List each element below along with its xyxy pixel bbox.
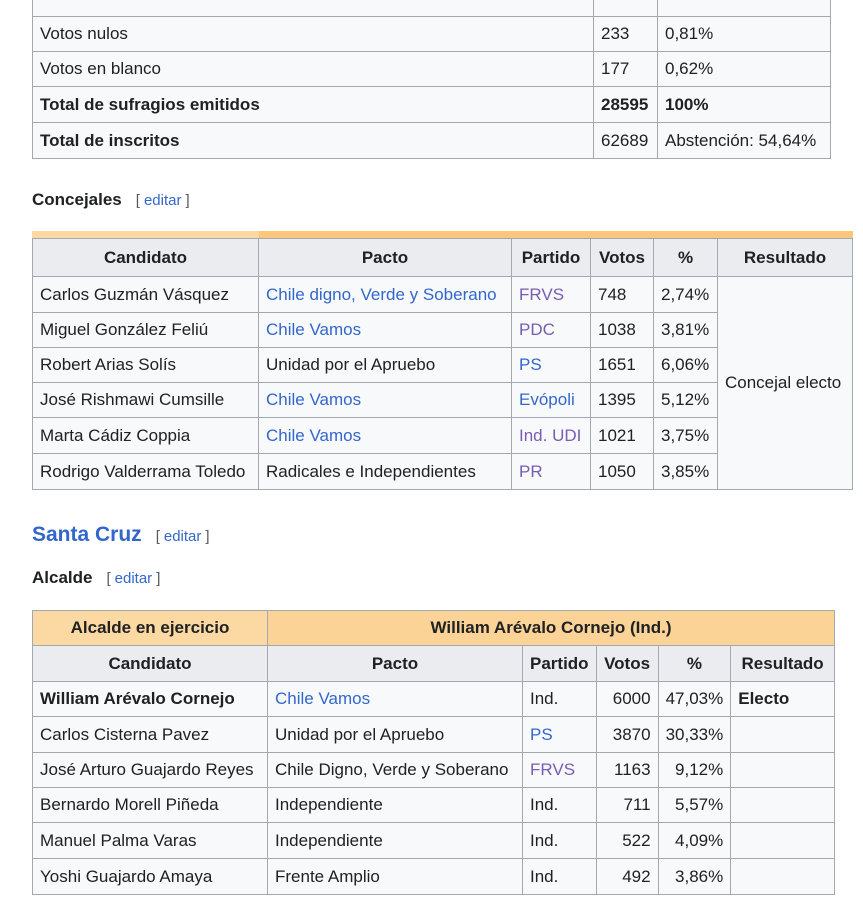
result: Electo xyxy=(731,682,835,717)
percentage: 47,03% xyxy=(658,682,731,717)
votes: 1163 xyxy=(596,753,658,788)
percentage: 3,85% xyxy=(654,454,718,490)
candidate-name: Manuel Palma Varas xyxy=(33,823,268,859)
edit-section: [ editar ] xyxy=(155,528,210,545)
pacto-text: Radicales e Independientes xyxy=(259,454,512,490)
pacto-link[interactable]: Chile Vamos xyxy=(266,390,362,409)
pacto-text: Independiente xyxy=(268,823,523,859)
table-row xyxy=(33,123,831,159)
party-text: Ind. xyxy=(523,682,597,717)
result xyxy=(731,717,835,753)
col-partido: Partido xyxy=(523,646,597,682)
table-row xyxy=(33,0,831,17)
row-pct: Abstención: 54,64% xyxy=(658,123,831,159)
pacto-link[interactable]: Chile digno, Verde y Soberano xyxy=(266,284,497,304)
pacto-text: Unidad por el Apruebo xyxy=(259,348,512,383)
concejales-heading xyxy=(32,190,190,210)
table-header-row xyxy=(33,646,835,682)
col-candidato: Candidato xyxy=(33,646,268,682)
votes: 1395 xyxy=(591,383,654,418)
party-link[interactable]: PS xyxy=(519,355,542,374)
result xyxy=(731,859,835,895)
percentage: 3,75% xyxy=(654,418,718,454)
candidate-name: José Arturo Guajardo Reyes xyxy=(33,753,268,788)
row-label: Total de inscritos xyxy=(33,123,594,159)
col-resultado: Resultado xyxy=(718,239,853,277)
santa-cruz-heading xyxy=(32,523,210,547)
party-text: Ind. xyxy=(523,823,597,859)
incumbent-row xyxy=(33,611,835,646)
edit-link[interactable]: editar xyxy=(114,570,153,587)
percentage: 4,09% xyxy=(658,823,731,859)
votes: 748 xyxy=(591,277,654,313)
table-row xyxy=(33,277,853,313)
candidate-name: Rodrigo Valderrama Toledo xyxy=(33,454,259,490)
votes: 1651 xyxy=(591,348,654,383)
edit-section: [ editar ] xyxy=(106,570,161,587)
row-label: Total de sufragios emitidos xyxy=(33,87,594,123)
pacto-text: Chile Digno, Verde y Soberano xyxy=(268,753,523,788)
table-row xyxy=(33,52,831,87)
table-header-row xyxy=(33,239,853,277)
concejales-top-stripe xyxy=(32,231,853,238)
row-votes: 62689 xyxy=(594,123,658,159)
party-link[interactable]: FRVS xyxy=(519,284,565,304)
col-pacto: Pacto xyxy=(259,239,512,277)
alcalde-heading xyxy=(32,568,160,588)
table-row xyxy=(33,788,835,823)
edit-section: [ editar ] xyxy=(135,192,190,209)
pacto-link[interactable]: Chile Vamos xyxy=(275,689,371,708)
percentage: 6,06% xyxy=(654,348,718,383)
percentage: 9,12% xyxy=(658,753,731,788)
col-candidato: Candidato xyxy=(33,239,259,277)
pacto-link[interactable]: Chile Vamos xyxy=(266,320,362,339)
percentage: 3,86% xyxy=(658,859,731,895)
candidate-name: Marta Cádiz Coppia xyxy=(33,418,259,454)
col-resultado: Resultado xyxy=(731,646,835,682)
incumbent-name: William Arévalo Cornejo (Ind.) xyxy=(268,611,835,646)
candidate-name: Bernardo Morell Piñeda xyxy=(33,788,268,823)
col-partido: Partido xyxy=(512,239,591,277)
party-link[interactable]: PDC xyxy=(519,320,555,339)
row-pct: 0,62% xyxy=(658,52,831,87)
result xyxy=(731,823,835,859)
percentage: 5,57% xyxy=(658,788,731,823)
candidate-name: Robert Arias Solís xyxy=(33,348,259,383)
votes: 1050 xyxy=(591,454,654,490)
party-link[interactable]: FRVS xyxy=(530,760,576,779)
row-pct: 100% xyxy=(658,87,831,123)
edit-link[interactable]: editar xyxy=(163,528,202,545)
party-link[interactable]: PS xyxy=(530,724,553,744)
candidate-name: Yoshi Guajardo Amaya xyxy=(33,859,268,895)
candidate-name: Carlos Cisterna Pavez xyxy=(33,717,268,753)
percentage: 30,33% xyxy=(658,717,731,753)
party-link[interactable]: PR xyxy=(519,461,543,481)
votes: 3870 xyxy=(596,717,658,753)
party-link[interactable]: Evópoli xyxy=(519,390,575,409)
santa-cruz-title: Santa Cruz xyxy=(32,523,142,546)
col-pct: % xyxy=(654,239,718,277)
party-link[interactable]: Ind. UDI xyxy=(519,425,582,445)
table-row xyxy=(33,87,831,123)
table-row xyxy=(33,17,831,52)
pacto-text: Independiente xyxy=(268,788,523,823)
votes: 711 xyxy=(596,788,658,823)
pacto-link[interactable]: Chile Vamos xyxy=(266,425,362,445)
col-votos: Votos xyxy=(596,646,658,682)
col-pacto: Pacto xyxy=(268,646,523,682)
party-text: Ind. xyxy=(523,859,597,895)
col-votos: Votos xyxy=(591,239,654,277)
percentage: 5,12% xyxy=(654,383,718,418)
candidate-name: Miguel González Feliú xyxy=(33,313,259,348)
percentage: 3,81% xyxy=(654,313,718,348)
col-pct: % xyxy=(658,646,731,682)
concejales-table xyxy=(32,238,853,490)
candidate-name: Carlos Guzmán Vásquez xyxy=(33,277,259,313)
table-row xyxy=(33,823,835,859)
incumbent-label: Alcalde en ejercicio xyxy=(33,611,268,646)
votes: 492 xyxy=(596,859,658,895)
concejales-title: Concejales xyxy=(32,190,122,209)
row-label: Votos en blanco xyxy=(33,52,594,87)
row-votes: 233 xyxy=(594,17,658,52)
votes: 6000 xyxy=(596,682,658,717)
edit-link[interactable]: editar xyxy=(143,192,182,209)
pacto-text: Unidad por el Apruebo xyxy=(268,717,523,753)
alcalde-table xyxy=(32,610,835,895)
summary-table xyxy=(32,0,831,159)
candidate-name: José Rishmawi Cumsille xyxy=(33,383,259,418)
table-row xyxy=(33,859,835,895)
table-row xyxy=(33,717,835,753)
party-text: Ind. xyxy=(523,788,597,823)
row-votes: 177 xyxy=(594,52,658,87)
table-row xyxy=(33,682,835,717)
result xyxy=(731,753,835,788)
result xyxy=(731,788,835,823)
alcalde-title: Alcalde xyxy=(32,568,93,587)
row-pct: 0,81% xyxy=(658,17,831,52)
pacto-text: Frente Amplio xyxy=(268,859,523,895)
result-cell: Concejal electo xyxy=(718,277,853,490)
candidate-name: William Arévalo Cornejo xyxy=(33,682,268,717)
row-label: Votos nulos xyxy=(33,17,594,52)
votes: 1021 xyxy=(591,418,654,454)
row-votes: 28595 xyxy=(594,87,658,123)
votes: 1038 xyxy=(591,313,654,348)
percentage: 2,74% xyxy=(654,277,718,313)
votes: 522 xyxy=(596,823,658,859)
table-row xyxy=(33,753,835,788)
